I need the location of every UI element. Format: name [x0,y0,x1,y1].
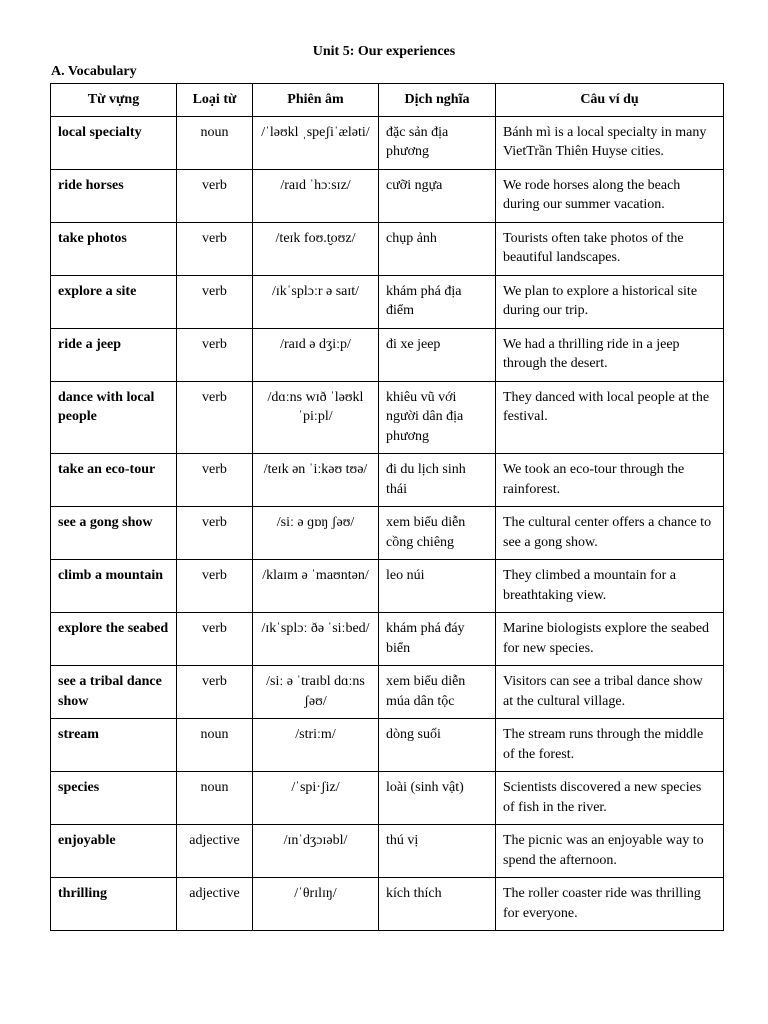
phonetic-transcription: /raɪd ˈhɔːsɪz/ [253,169,379,222]
example-sentence: The picnic was an enjoyable way to spend the afternoon. [496,825,724,878]
example-sentence: Visitors can see a tribal dance show at the cultural village. [496,666,724,719]
vocabulary-table [50,83,724,931]
vietnamese-meaning: khám phá địa điểm [379,275,496,328]
column-header-meaning: Dịch nghĩa [379,84,496,117]
vietnamese-meaning: cưỡi ngựa [379,169,496,222]
vietnamese-meaning: đi xe jeep [379,328,496,381]
vocab-word: ride a jeep [51,328,177,381]
example-sentence: We rode horses along the beach during our summer vacation. [496,169,724,222]
table-row [51,560,724,613]
vietnamese-meaning: đi du lịch sinh thái [379,454,496,507]
vietnamese-meaning: đặc sản địa phương [379,116,496,169]
vocab-word: explore a site [51,275,177,328]
vietnamese-meaning: khám phá đáy biển [379,613,496,666]
phonetic-transcription: /teɪk foʊ.t̬oʊz/ [253,222,379,275]
example-sentence: Bánh mì is a local specialty in many VietTrần Thiên Huyse cities. [496,116,724,169]
phonetic-transcription: /ˈspi·ʃiz/ [253,772,379,825]
vocab-word: explore the seabed [51,613,177,666]
vocab-word: climb a mountain [51,560,177,613]
word-type: verb [177,454,253,507]
table-row [51,507,724,560]
vietnamese-meaning: leo núi [379,560,496,613]
word-type: verb [177,222,253,275]
vietnamese-meaning: xem biểu diễn cồng chiêng [379,507,496,560]
vocab-word: ride horses [51,169,177,222]
table-row [51,275,724,328]
phonetic-transcription: /ˈθrɪlɪŋ/ [253,878,379,931]
table-row [51,772,724,825]
example-sentence: They climbed a mountain for a breathtaking view. [496,560,724,613]
column-header-example: Câu ví dụ [496,84,724,117]
table-row [51,613,724,666]
word-type: verb [177,275,253,328]
table-row [51,878,724,931]
example-sentence: Tourists often take photos of the beautiful landscapes. [496,222,724,275]
example-sentence: We plan to explore a historical site during our trip. [496,275,724,328]
phonetic-transcription: /siː ə ˈtraɪbl dɑːns ʃəʊ/ [253,666,379,719]
phonetic-transcription: /raɪd ə dʒiːp/ [253,328,379,381]
phonetic-transcription: /siː ə ɡɒŋ ʃəʊ/ [253,507,379,560]
vocab-word: take photos [51,222,177,275]
vocab-word: dance with local people [51,381,177,454]
example-sentence: The cultural center offers a chance to see a gong show. [496,507,724,560]
page-title: Unit 5: Our experiences [312,44,456,59]
vietnamese-meaning: kích thích [379,878,496,931]
example-sentence: We had a thrilling ride in a jeep through the desert. [496,328,724,381]
word-type: noun [177,772,253,825]
example-sentence: The stream runs through the middle of the forest. [496,719,724,772]
word-type: verb [177,666,253,719]
table-row [51,454,724,507]
word-type: adjective [177,878,253,931]
table-row [51,666,724,719]
table-row [51,222,724,275]
word-type: verb [177,328,253,381]
example-sentence: They danced with local people at the festival. [496,381,724,454]
example-sentence: Scientists discovered a new species of fish in the river. [496,772,724,825]
vietnamese-meaning: chụp ảnh [379,222,496,275]
word-type: adjective [177,825,253,878]
word-type: noun [177,719,253,772]
phonetic-transcription: /ɪkˈsplɔː ðə ˈsiːbed/ [253,613,379,666]
column-header-ipa: Phiên âm [253,84,379,117]
table-row [51,169,724,222]
vocab-word: thrilling [51,878,177,931]
vietnamese-meaning: dòng suối [379,719,496,772]
vocab-word: take an eco-tour [51,454,177,507]
vocab-word: stream [51,719,177,772]
table-row [51,825,724,878]
example-sentence: The roller coaster ride was thrilling for everyone. [496,878,724,931]
word-type: verb [177,560,253,613]
table-row [51,328,724,381]
word-type: noun [177,116,253,169]
phonetic-transcription: /ɪnˈdʒɔɪəbl/ [253,825,379,878]
table-row [51,116,724,169]
column-header-word: Từ vựng [51,84,177,117]
vietnamese-meaning: loài (sinh vật) [379,772,496,825]
word-type: verb [177,169,253,222]
phonetic-transcription: /dɑːns wɪð ˈləʊkl ˈpiːpl/ [253,381,379,454]
phonetic-transcription: /teɪk ən ˈiːkəʊ tʊə/ [253,454,379,507]
word-type: verb [177,381,253,454]
table-row [51,381,724,454]
table-row [51,719,724,772]
example-sentence: We took an eco-tour through the rainforest. [496,454,724,507]
table-header-row [51,84,724,117]
phonetic-transcription: /ˈləʊkl ˌspeʃiˈæləti/ [253,116,379,169]
section-heading: A. Vocabulary [51,64,137,79]
example-sentence: Marine biologists explore the seabed for new species. [496,613,724,666]
vocab-word: local specialty [51,116,177,169]
vietnamese-meaning: khiêu vũ với người dân địa phương [379,381,496,454]
vocab-word: enjoyable [51,825,177,878]
column-header-type: Loại từ [177,84,253,117]
vocab-word: see a tribal dance show [51,666,177,719]
vietnamese-meaning: thú vị [379,825,496,878]
vocab-word: species [51,772,177,825]
phonetic-transcription: /klaɪm ə ˈmaʊntən/ [253,560,379,613]
vocab-word: see a gong show [51,507,177,560]
word-type: verb [177,507,253,560]
phonetic-transcription: /ɪkˈsplɔːr ə saɪt/ [253,275,379,328]
phonetic-transcription: /striːm/ [253,719,379,772]
vietnamese-meaning: xem biểu diễn múa dân tộc [379,666,496,719]
word-type: verb [177,613,253,666]
